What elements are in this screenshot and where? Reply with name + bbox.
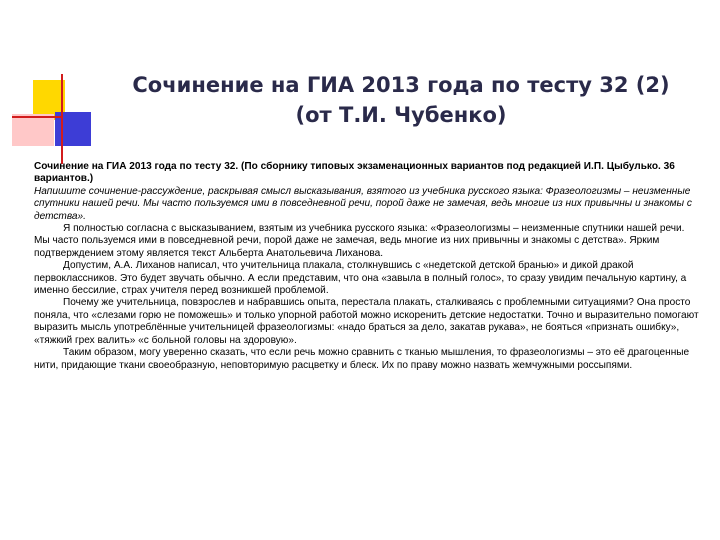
decor-pink-square — [12, 114, 54, 146]
essay-paragraph-2: Допустим, А.А. Лиханов написал, что учительница плакала, столкнувшись с «недетской детской бранью» и дикой дракой первоклассников. Это будет звучать обычно. А если представим, что она «завыла в полный голос», то сразу увидим печальную картину, а именно бессилие, страх учителя перед возникшей проблемой. — [34, 260, 687, 297]
title-line-2: (от Т.И. Чубенко) — [295, 103, 507, 127]
decor-red-horizontal-line — [12, 116, 62, 118]
title-line-1: Сочинение на ГИА 2013 года по тесту 32 (2) — [132, 73, 670, 97]
slide-title — [96, 70, 706, 130]
essay-paragraph-3: Почему же учительница, повзрослев и набравшись опыта, перестала плакать, сталкиваясь с проблемными ситуациями? Она просто поняла, что «слезами горю не поможешь» и только упорной работой можно искоренить детские недостатки. Точно и выразительно помогают выразить мысль употреблённые учительницей фразеологизмы: «надо браться за дело, закатав рукава», не бояться «признать ошибку», «тяжкий грех валить» «с больной головы на здоровую». — [34, 297, 699, 346]
essay-paragraph-4: Таким образом, могу уверенно сказать, что если речь можно сравнить с тканью мышления, то фразеологизмы – это её драгоценные нити, придающие ткани своеобразную, неповторимую расцветку и блеск. Их по праву можно назвать жемчужными россыпями. — [34, 347, 690, 371]
essay-heading: Сочинение на ГИА 2013 года по тесту 32. (По сборнику типовых экзаменационных вариантов под редакцией И.П. Цыбулько. 36 вариантов.) — [34, 161, 675, 185]
essay-paragraph-1: Я полностью согласна с высказыванием, взятым из учебника русского языка: «Фразеологизмы – неизменные спутники нашей речи. Мы часто пользуемся ими в повседневной речи, порой даже не замечая, ведь многие из них привычны и знакомы с детства». Ярким подтверждением этому является текст Альберта Анатольевича Лиханова. — [34, 223, 685, 259]
essay-task: Напишите сочинение-рассуждение, раскрывая смысл высказывания, взятого из учебника русского языка: Фразеологизмы – неизменные спутники нашей речи. Мы часто пользуемся ими в повседневной речи, порой даже не замечая, ведь многие из них привычны и знакомы с детства». — [34, 185, 692, 222]
decor-red-vertical-line — [61, 74, 63, 164]
essay-body — [34, 161, 700, 372]
